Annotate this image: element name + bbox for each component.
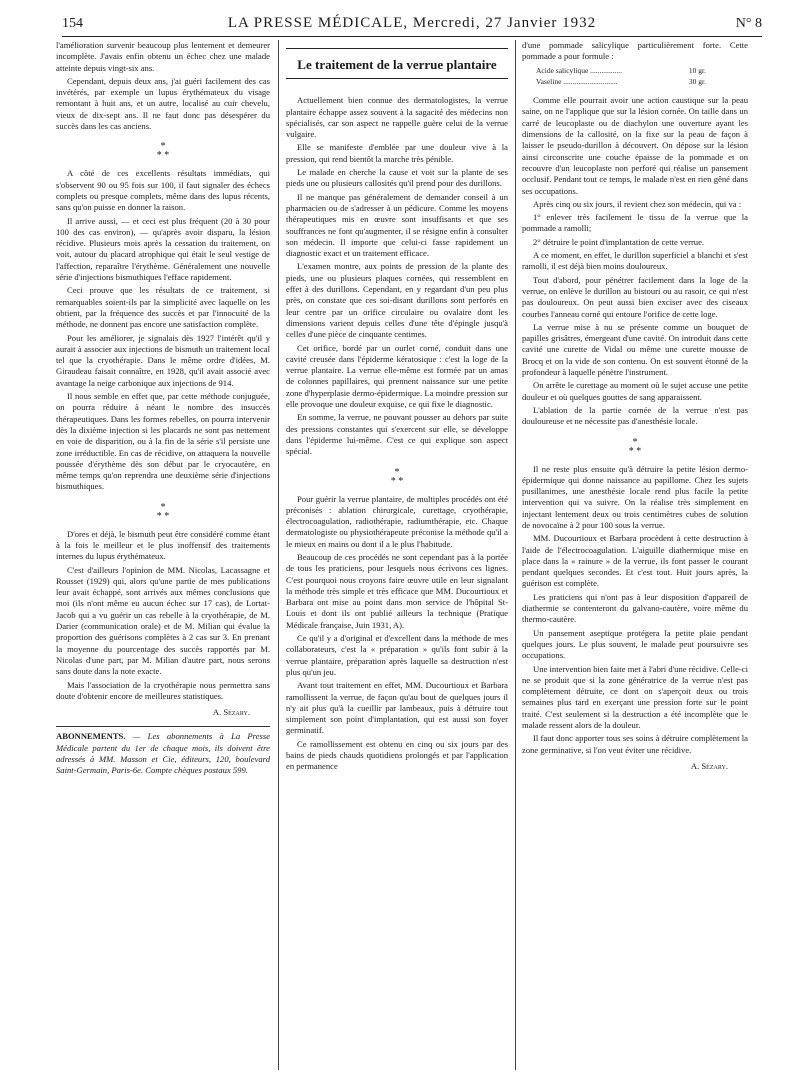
paragraph: d'une pommade salicylique particulièrement forte. Cette pommade a pour formule : xyxy=(522,40,748,62)
divider xyxy=(56,726,270,727)
list-item: 2° détruire le point d'implantation de cette verrue. xyxy=(533,236,705,247)
column-left xyxy=(56,40,270,779)
paragraph: Ce ramollissement est obtenu en cinq ou six jours par des bains de pieds chauds quotidiens prolongés et par l'application en permanence xyxy=(286,738,508,772)
asterism: * * * xyxy=(390,466,404,487)
paragraph: Tout d'abord, pour pénétrer facilement dans la loge de la verrue, on enlève le durillon au bistouri ou au rasoir, ce qui n'est pas douloureux. On peut aussi bien exciser avec des ciseaux courbes l'anneau corné qui entoure l'orifice de cette loge. xyxy=(522,274,748,319)
paragraph: Ceci prouve que les résultats de ce traitement, si remarquables soient-ils par la simplicité avec laquelle on les obtient, par la fréquence des succès et par l'innocuité de la méthode, ne donnent pas encore une satisfaction complète. xyxy=(56,285,270,330)
running-header xyxy=(62,14,762,37)
paragraph: Comme elle pourrait avoir une action caustique sur la peau saine, on ne l'applique que sur la lésion cornée. On taille dans un carré de leucoplaste ou de diachylon une ouverture ayant les dimensions de la callosité, on la fixe sur la peau de façon à laisser le pseudo-durillon à découvert. On dépose sur la lésion ainsi circonscrite une couche épaisse de la pommade et on recouvre d'un leucoplaste non perforé qui réalise un pansement occlusif. Pendant tout ce temps, le malade n'est en rien gêné dans ses occupations. xyxy=(522,95,748,196)
formula-ingredient: Vaseline ............................. xyxy=(536,76,618,86)
paragraph: Il ne reste plus ensuite qu'à détruire la petite lésion dermo-épidermique qui donne naissance au papillome. Chez les sujets pusillanimes, une anesthésie locale rend plus facile la petite intervention qui va suivre. On la réalise très simplement en injectant lentement deux ou trois centimètres cubes de solution de novocaïne à 2 pour 100 sous la verrue. xyxy=(522,463,748,530)
subscription-notice xyxy=(56,731,270,776)
asterism: * * * xyxy=(156,141,170,162)
paragraph: Mais l'association de la cryothérapie nous permettra sans doute d'obtenir encore de meilleures statistiques. xyxy=(56,679,270,701)
formula-quantity: 10 gr. xyxy=(688,65,706,75)
paragraph: Un pansement aseptique protégera la petite plaie pendant quelques jours. Le plus souvent, le malade peut poursuivre ses occupations. xyxy=(522,627,748,661)
paragraph: Actuellement bien connue des dermatologistes, la verrue plantaire échappe assez souvent à la sagacité des médecins non spécialisés, car son aspect ne rappelle guère celui de la verrue vulgaire. xyxy=(286,95,508,140)
paragraph: En somme, la verrue, ne pouvant pousser au dehors par suite des pressions constantes qui s'exercent sur elle, se développe dans l'épiderme lui-même. C'est ce qui explique son aspect spécial. xyxy=(286,412,508,457)
paragraph: L'examen montre, aux points de pression de la plante des pieds, une ou plusieurs plaques cornées, qui ressemblent en effet à des durillons. Cependant, en y regardant d'un peu plus près, on constate que ces soi-disant durillons sont perforés en leur centre par un orifice circulaire ou ovalaire dont les dimensions varient depuis celles d'une tête d'épingle jusqu'à celles d'une pièce de cinquante centimes. xyxy=(286,261,508,340)
paragraph: Elle se manifeste d'emblée par une douleur vive à la pression, qui rend bientôt la marche très pénible. xyxy=(286,142,508,164)
paragraph: Il faut donc apporter tous ses soins à détruire complètement la zone germinative, si l'on veut éviter une récidive. xyxy=(522,733,748,755)
article-title: Le traitement de la verrue plantaire xyxy=(286,48,508,79)
paragraph: Le malade en cherche la cause et voit sur la plante de ses pieds une ou plusieurs callosités qu'il prend pour des durillons. xyxy=(286,167,508,189)
paragraph: Il nous semble en effet que, par cette méthode conjuguée, on pourra réduire à néant le nombre des insuccès thérapeutiques. Dans les formes rebelles, on pourra intervenir dès la dixième injection si les placards ne sont pas nettement en voie de disparition, ou à la fin de la série s'il persiste une zone irréductible. En cas de récidive, on attaquera la nouvelle poussée d'érythème dès son début par le cryocautère, en même temps qu'on reprendra une deuxième série d'injections bismuthiques. xyxy=(56,391,270,492)
paragraph: Après cinq ou six jours, il revient chez son médecin, qui va : xyxy=(533,198,742,209)
paragraph: Les praticiens qui n'ont pas à leur disposition d'appareil de diathermie se contenteront du galvano-cautère, voire même du thermo-cautère. xyxy=(522,591,748,625)
list-item: 1° enlever très facilement le tissu de la verrue que la pommade a ramolli; xyxy=(522,212,748,234)
paragraph: D'ores et déjà, le bismuth peut être considéré comme étant à la fois le meilleur et le plus inoffensif des traitements internes du lupus érythémateux. xyxy=(56,528,270,562)
paragraph: Pour les améliorer, je signalais dès 1927 l'intérêt qu'il y aurait à associer aux injections de bismuth un traitement local tel que la cryothérapie. Dans le même ordre d'idées, M. Giraudeau faisait connaître, en 1928, qu'il avait associé avec avantage la neige carbonique aux injections de 914. xyxy=(56,332,270,388)
asterism: * * * xyxy=(628,436,642,457)
paragraph: Il ne manque pas généralement de demander conseil à un pharmacien ou de s'adresser à un pédicure. Comme les moyens thérapeutiques mis en œuvre sont insuffisants et que ses souffrances ne font qu'augmenter, il se résigne enfin à consulter son médecin. Il importe que celui-ci fasse rapidement un diagnostic exact et un traitement efficace. xyxy=(286,191,508,259)
paragraph: Ce qu'il y a d'original et d'excellent dans la méthode de mes collaborateurs, c'est la « préparation » qu'ils font subir à la verrue plantaire, préparation après laquelle sa destruction n'est plus qu'un jeu. xyxy=(286,633,508,677)
asterism: * * * xyxy=(156,501,170,522)
formula xyxy=(536,65,748,88)
formula-quantity: 30 gr. xyxy=(688,76,706,86)
paragraph: l'amélioration survenir beaucoup plus lentement et demeurer incomplète. J'avais enfin obtenu un échec chez une malade atteinte depuis vingt-six ans. xyxy=(56,40,270,73)
column-middle xyxy=(286,40,508,775)
paragraph: Beaucoup de ces procédés ne sont cependant pas à la portée de tous les praticiens, pour lesquels nous écrivons ces lignes. C'est pourquoi nous croyons faire œuvre utile en leur signalant la méthode très simple et très efficace que MM. Ducourtioux et Barbara ont mise au point dans mon service de l'hôpital St-Louis et dont ils ont publié ailleurs la technique (Pratique Médicale française, Juin 1931, A). xyxy=(286,551,508,630)
page-number: 154 xyxy=(62,16,83,31)
journal-title: LA PRESSE MÉDICALE, Mercredi, 27 Janvier 1932 xyxy=(227,15,597,31)
issue-number: N° 8 xyxy=(735,16,762,31)
paragraph: Il arrive aussi, — et ceci est plus fréquent (20 à 30 pour 100 des cas environ), — qu'après avoir disparu, la lésion récidive. Plusieurs mois après la cessation du traitement, on voit, autour du placard atrophique qui était le seul vestige de l'affection, reparaître l'érythème. Généralement une nouvelle série d'injections bismuthiques l'efface rapidement. xyxy=(56,215,270,283)
paragraph: MM. Ducourtioux et Barbara procèdent à cette destruction à l'aide de l'électrocoagulation. L'aiguille diathermique mise en place dans la « rainure » de la verrue, ils font passer le courant pendant quelques secondes. Et c'est tout. Huit jours après, la guérison est complète. xyxy=(522,533,748,589)
paragraph: On arrête le curettage au moment où le sujet accuse une petite douleur et où quelques gouttes de sang apparaissent. xyxy=(522,380,748,402)
author-signature: A. Sézary. xyxy=(690,760,728,771)
paragraph: C'est d'ailleurs l'opinion de MM. Nicolas, Lacassagne et Rousset (1929) qui, alors qu'une partie de mes publications leur avait échappé, sont arrivés aux mêmes conclusions que moi (ils n'ont même eu aucun échec sur 17 cas), de Lortat-Jacob qui a vu guérir un cas rebelle à la cryothérapie, de M. Darier (communication orale) et de M. Milian qui évalue la proportion des guérisons complètes à 2 cas sur 3. En prenant la moyenne du pourcentage des succès rapportés par M. Nicolas d'une part, par M. Milian d'autre part, nous serons sans doute dans la note exacte. xyxy=(56,564,270,677)
paragraph: Pour guérir la verrue plantaire, de multiples procédés ont été préconisés : ablation chirurgicale, curettage, cryothérapie, électrocoagulation, radiothérapie, radiumthérapie, etc. Chaque dermatologiste ou physiothérapeute préconise la méthode qu'il a le mieux en mains ou dont il a le plus l'habitude. xyxy=(286,493,508,549)
paragraph: L'ablation de la partie cornée de la verrue n'est pas douloureuse et ne nécessite pas d'anesthésie locale. xyxy=(522,404,748,427)
subscription-text: — Les abonnements à La Presse Médicale partent du 1er de chaque mois, ils doivent être adressés à MM. Masson et Cie, éditeurs, 120, boulevard Saint-Germain, Paris-6e. Compte chèques postaux 599. xyxy=(56,731,270,776)
paragraph: A côté de ces excellents résultats immédiats, qui s'observent 90 ou 95 fois sur 100, il faut signaler des échecs complets ou presque complets, même dans des lupus récents, sans qu'on puisse en donner la raison. xyxy=(56,168,270,213)
column-rule xyxy=(278,40,279,1070)
formula-ingredient: Acide salicylique ................. xyxy=(536,65,623,75)
paragraph: Avant tout traitement en effet, MM. Ducourtioux et Barbara ramollissent la verrue, de façon qu'au bout de quelques jours il n'y ait plus qu'à la cueillir par lambeaux, puis à détruire tout simplement son point d'implantation, qui est aussi son foyer germinatif. xyxy=(286,680,508,736)
paragraph: Cet orifice, bordé par un ourlet corné, conduit dans une cavité creusée dans l'épiderme kératosique : c'est la loge de la verrue plantaire. La verrue elle-même est formée par un amas de colonnes papillaires, qui prennent naissance sur une petite zone d'hyperplasie dermo-épidermique. La moindre pression sur elle provoque une douleur exquise, ce qui fixe le diagnostic. xyxy=(286,342,508,410)
column-right xyxy=(522,40,748,774)
paragraph: Cependant, depuis deux ans, j'ai guéri facilement des cas invétérés, par exemple un lupus érythémateux du visage remontant à huit ans, et un autre, localisé au cuir chevelu, vieux de dix-sept ans. Il ne faut donc pas désespérer du succès dans les cas anciens. xyxy=(56,75,270,132)
paragraph: A ce moment, en effet, le durillon superficiel a blanchi et s'est ramolli, il est déjà bien moins douloureux. xyxy=(522,250,748,272)
column-rule xyxy=(515,40,516,1070)
paragraph: Une intervention bien faite met à l'abri d'une récidive. Celle-ci ne se produit que si la zone génératrice de la verrue n'est pas complètement détruite, ce dont on s'aperçoit deux ou trois semaines plus tard en exerçant une pression forte sur le point traité. C'est seulement si la destruction a été incomplète que le malade ressent alors de la douleur. xyxy=(522,663,748,731)
author-signature: A. Sézary. xyxy=(212,707,250,718)
paragraph: La verrue mise à nu se présente comme un bouquet de papilles grisâtres, émergeant d'une cavité. On introduit dans cette cavité une curette de Vidal ou même une curette mousse de Brocq et on la vide de son contenu. On est souvent étonné de la profondeur à laquelle pénètre l'instrument. xyxy=(522,321,748,378)
subscription-heading: ABONNEMENTS. xyxy=(56,731,126,742)
